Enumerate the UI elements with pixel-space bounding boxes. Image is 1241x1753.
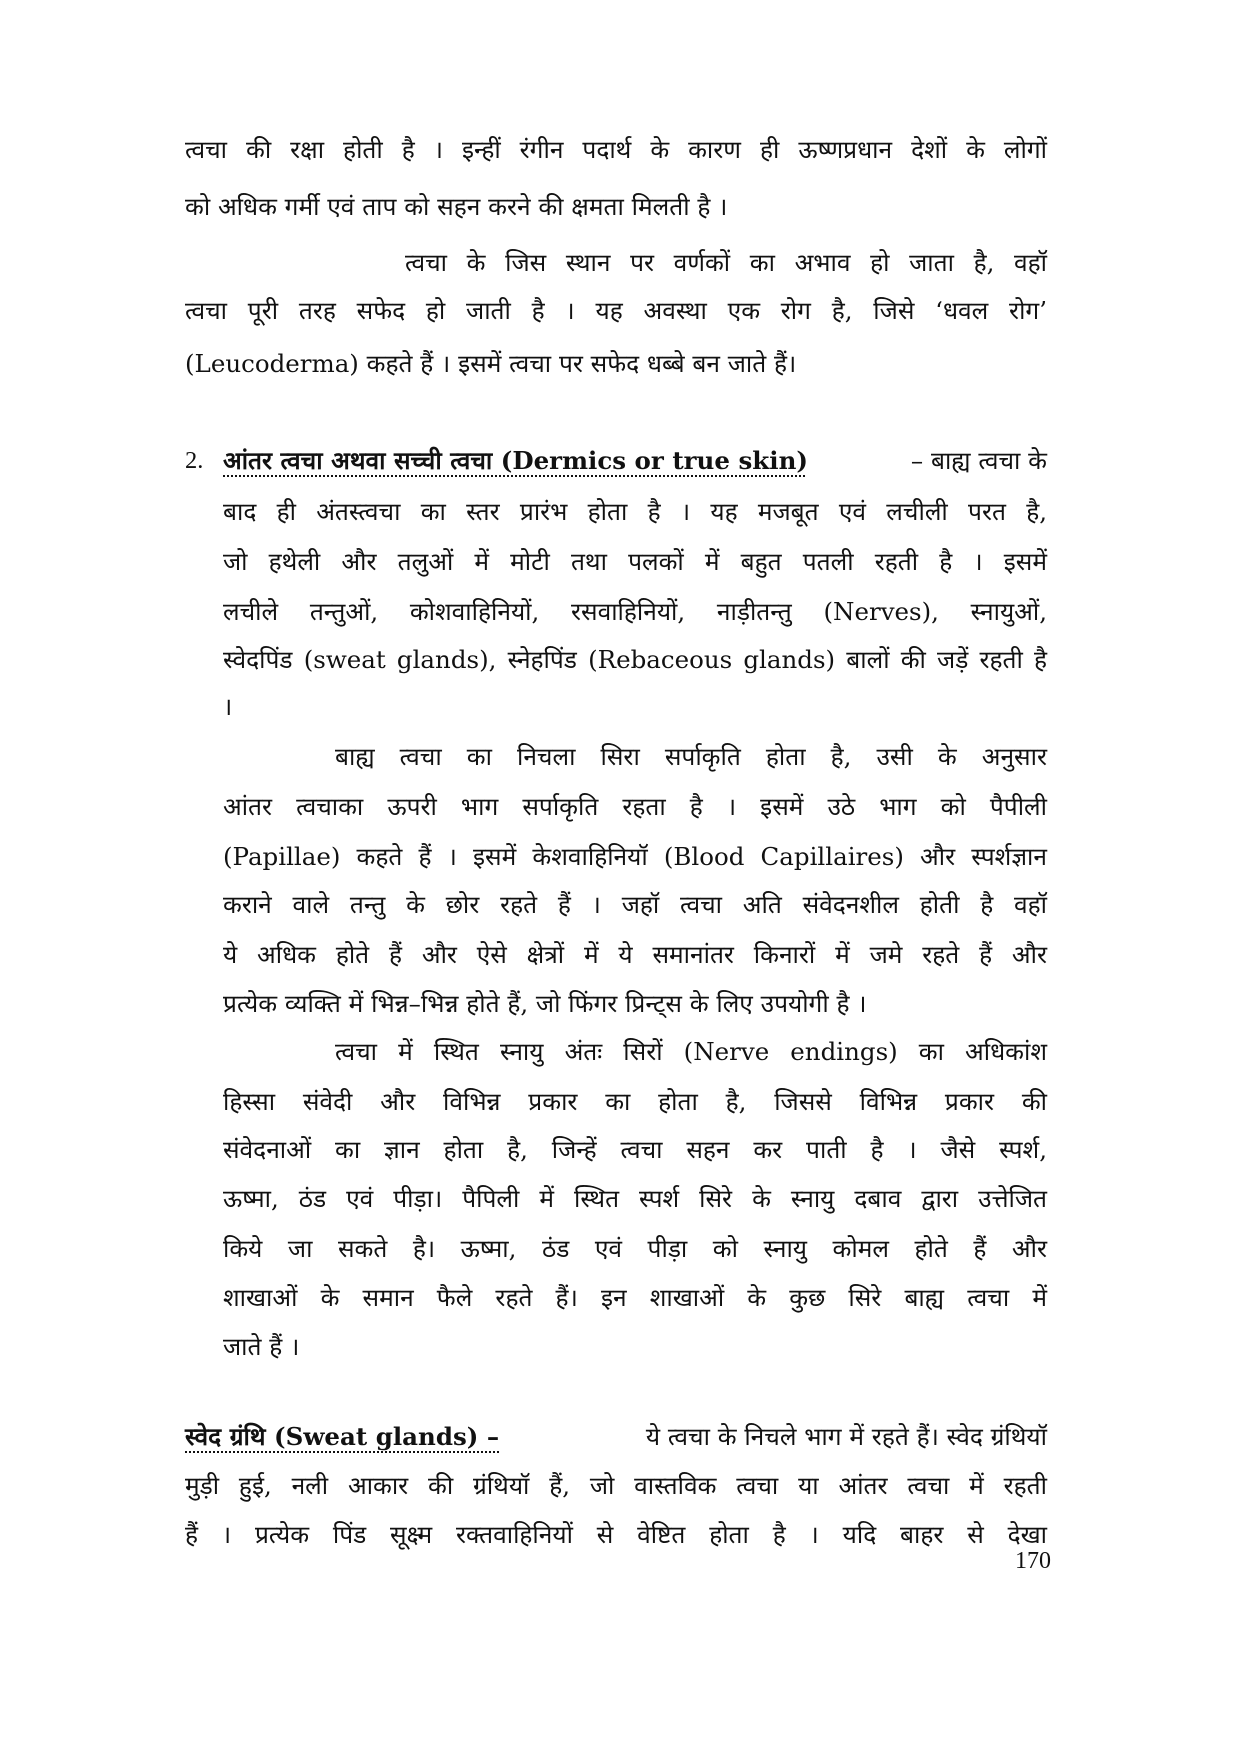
text-line: स्वेदपिंड (sweat glands), स्नेहपिंड (Rebaceous glands) बालों की जड़ें रहती है	[223, 645, 1047, 674]
subsection-heading: स्वेद ग्रंथि (Sweat glands) –	[185, 1422, 500, 1451]
subsection-heading-line	[185, 1420, 1047, 1454]
text-line: त्वचा के जिस स्थान पर वर्णकों का अभाव हो जाता है, वहॉ	[405, 248, 1047, 277]
text-line: प्रत्येक व्यक्ति में भिन्न–भिन्न होते हैं, जो फिंगर प्रिन्ट्स के लिए उपयोगी है ।	[223, 989, 867, 1018]
section-heading: आंतर त्वचा अथवा सच्ची त्वचा (Dermics or true skin)	[223, 446, 808, 475]
section-heading-continuation: – बाह्य त्वचा के	[910, 446, 1047, 475]
text-line: किये जा सकते है। ऊष्मा, ठंड एवं पीड़ा को स्नायु कोमल होते हैं और	[223, 1234, 1047, 1263]
text-line: त्वचा में स्थित स्नायु अंतः सिरों (Nerve endings) का अधिकांश	[335, 1037, 1047, 1066]
text-line: शाखाओं के समान फैले रहते हैं। इन शाखाओं के कुछ सिरे बाह्य त्वचा में	[223, 1283, 1047, 1312]
text-line: कराने वाले तन्तु के छोर रहते हैं । जहॉ त्वचा अति संवेदनशील होती है वहॉ	[223, 890, 1047, 919]
text-line: आंतर त्वचाका ऊपरी भाग सर्पाकृति रहता है । इसमें उठे भाग को पैपीली	[223, 792, 1047, 821]
section-number: 2.	[185, 447, 204, 474]
text-line: ऊष्मा, ठंड एवं पीड़ा। पैपिली में स्थित स्पर्श सिरे के स्नायु दबाव द्वारा उत्तेजित	[223, 1184, 1047, 1213]
text-line: संवेदनाओं का ज्ञान होता है, जिन्हें त्वचा सहन कर पाती है । जैसे स्पर्श,	[223, 1135, 1047, 1164]
text-line: त्वचा पूरी तरह सफेद हो जाती है । यह अवस्था एक रोग है, जिसे ‘धवल रोग’	[185, 296, 1047, 325]
text-line: हिस्सा संवेदी और विभिन्न प्रकार का होता है, जिससे विभिन्न प्रकार की	[223, 1087, 1047, 1116]
text-line: त्वचा की रक्षा होती है । इन्हीं रंगीन पदार्थ के कारण ही ऊष्णप्रधान देशों के लोगों	[185, 135, 1047, 164]
text-line: बाद ही अंतस्त्वचा का स्तर प्रारंभ होता है । यह मजबूत एवं लचीली परत है,	[223, 497, 1047, 526]
text-line: बाह्य त्वचा का निचला सिरा सर्पाकृति होता है, उसी के अनुसार	[335, 742, 1047, 771]
page-number: 170	[1015, 1548, 1051, 1574]
text-line: को अधिक गर्मी एवं ताप को सहन करने की क्षमता मिलती है ।	[185, 192, 728, 221]
text-line: जाते हैं ।	[223, 1332, 300, 1361]
text-line: मुड़ी हुई, नली आकार की ग्रंथियॉ हैं, जो वास्तविक त्वचा या आंतर त्वचा में रहती	[185, 1471, 1047, 1500]
text-line: लचीले तन्तुओं, कोशवाहिनियों, रसवाहिनियों, नाड़ीतन्तु (Nerves), स्नायुओं,	[223, 597, 1047, 626]
text-line: जो हथेली और तलुओं में मोटी तथा पलकों में बहुत पतली रहती है । इसमें	[223, 547, 1047, 576]
text-line: ये अधिक होते हैं और ऐसे क्षेत्रों में ये समानांतर किनारों में जमे रहते हैं और	[223, 940, 1047, 969]
text-line: (Leucoderma) कहते हैं । इसमें त्वचा पर सफेद धब्बे बन जाते हैं।	[185, 349, 797, 378]
subsection-heading-continuation: ये त्वचा के निचले भाग में रहते हैं। स्वेद ग्रंथियॉ	[645, 1422, 1047, 1451]
text-line: ।	[223, 692, 233, 721]
section-heading-line	[223, 444, 1047, 478]
text-line: (Papillae) कहते हैं । इसमें केशवाहिनियॉ (Blood Capillaires) और स्पर्शज्ञान	[223, 842, 1047, 871]
text-line: हैं । प्रत्येक पिंड सूक्ष्म रक्तवाहिनियों से वेष्टित होता है । यदि बाहर से देखा	[185, 1520, 1047, 1549]
